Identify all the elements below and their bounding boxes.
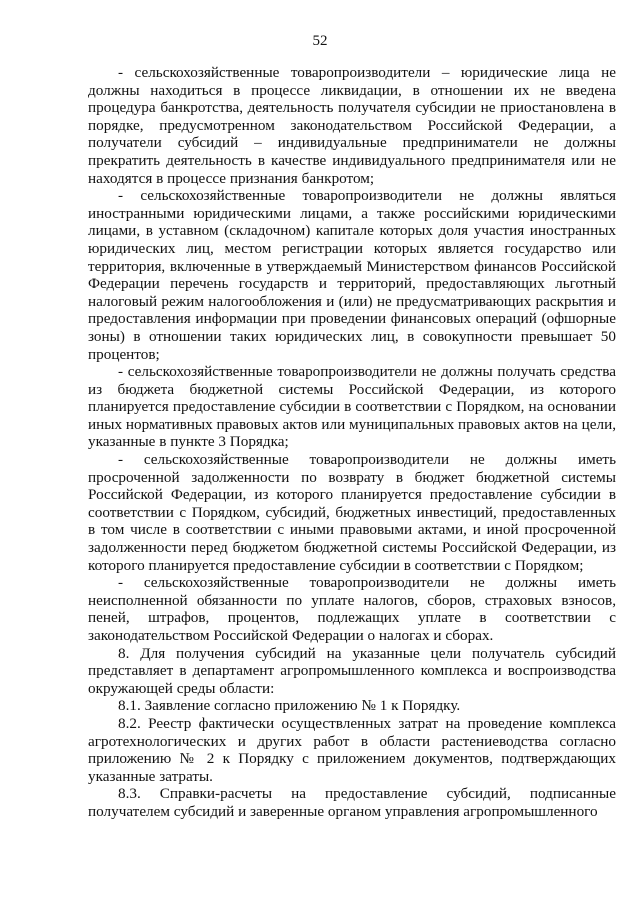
paragraph-bullet-4: - сельскохозяйственные товаропроизводители не должны иметь просроченной задолженности по возврату в бюджет бюджетной системы Российской Федерации, из которого планируется предоставление субсидии в соответствии с Порядком, субсидий, бюджетных инвестиций, предоставленных в том числе в соответствии с иными правовыми актами, и иной просроченной задолженности перед бюджетом бюджетной системы Российской Федерации, из которого планируется предоставление субсидии в соответствии с Порядком; <box>88 451 616 574</box>
document-body <box>88 64 616 821</box>
paragraph-item-8-1: 8.1. Заявление согласно приложению № 1 к Порядку. <box>118 697 461 715</box>
paragraph-bullet-5: - сельскохозяйственные товаропроизводители не должны иметь неисполненной обязанности по уплате налогов, сборов, страховых взносов, пеней, штрафов, процентов, подлежащих уплате в соответствии с законодательством Российской Федерации о налогах и сборах. <box>88 574 616 644</box>
paragraph-bullet-1: - сельскохозяйственные товаропроизводители – юридические лица не должны находиться в процессе ликвидации, в отношении их не введена процедура банкротства, деятельность получателя субсидии не приостановлена в порядке, предусмотренном законодательством Российской Федерации, а получатели субсидий – индивидуальные предприниматели не должны прекратить деятельность в качестве индивидуального предпринимателя или не находятся в процессе признания банкротом; <box>88 64 616 187</box>
paragraph-item-8-3: 8.3. Справки-расчеты на предоставление субсидий, подписанные получателем субсидий и заверенные органом управления агропромышленного <box>88 785 616 820</box>
paragraph-bullet-3: - сельскохозяйственные товаропроизводители не должны получать средства из бюджета бюджетной системы Российской Федерации, из которого планируется предоставление субсидии в соответствии с Порядком, на основании иных нормативных правовых актов или муниципальных правовых актов на цели, указанные в пункте 3 Порядка; <box>88 363 616 451</box>
page-number: 52 <box>312 33 328 49</box>
paragraph-item-8: 8. Для получения субсидий на указанные цели получатель субсидий представляет в департамент агропромышленного комплекса и воспроизводства окружающей среды области: <box>88 644 616 697</box>
paragraph-item-8-2: 8.2. Реестр фактически осуществленных затрат на проведение комплекса агротехнологических и других работ в области растениеводства согласно приложению № 2 к Порядку с приложением документов, подтверждающих указанные затраты. <box>88 714 616 785</box>
paragraph-bullet-2: - сельскохозяйственные товаропроизводители не должны являться иностранными юридическими лицами, а также российскими юридическими лицами, в уставном (складочном) капитале которых доля участия иностранных юридических лиц, местом регистрации которых является государство или территория, включенные в утверждаемый Министерством финансов Российской Федерации перечень государств и территорий, предоставляющих льготный налоговый режим налогообложения и (или) не предусматривающих раскрытия и предоставления информации при проведении финансовых операций (офшорные зоны) в отношении таких юридических лиц, в совокупности превышает 50 процентов; <box>88 187 616 363</box>
